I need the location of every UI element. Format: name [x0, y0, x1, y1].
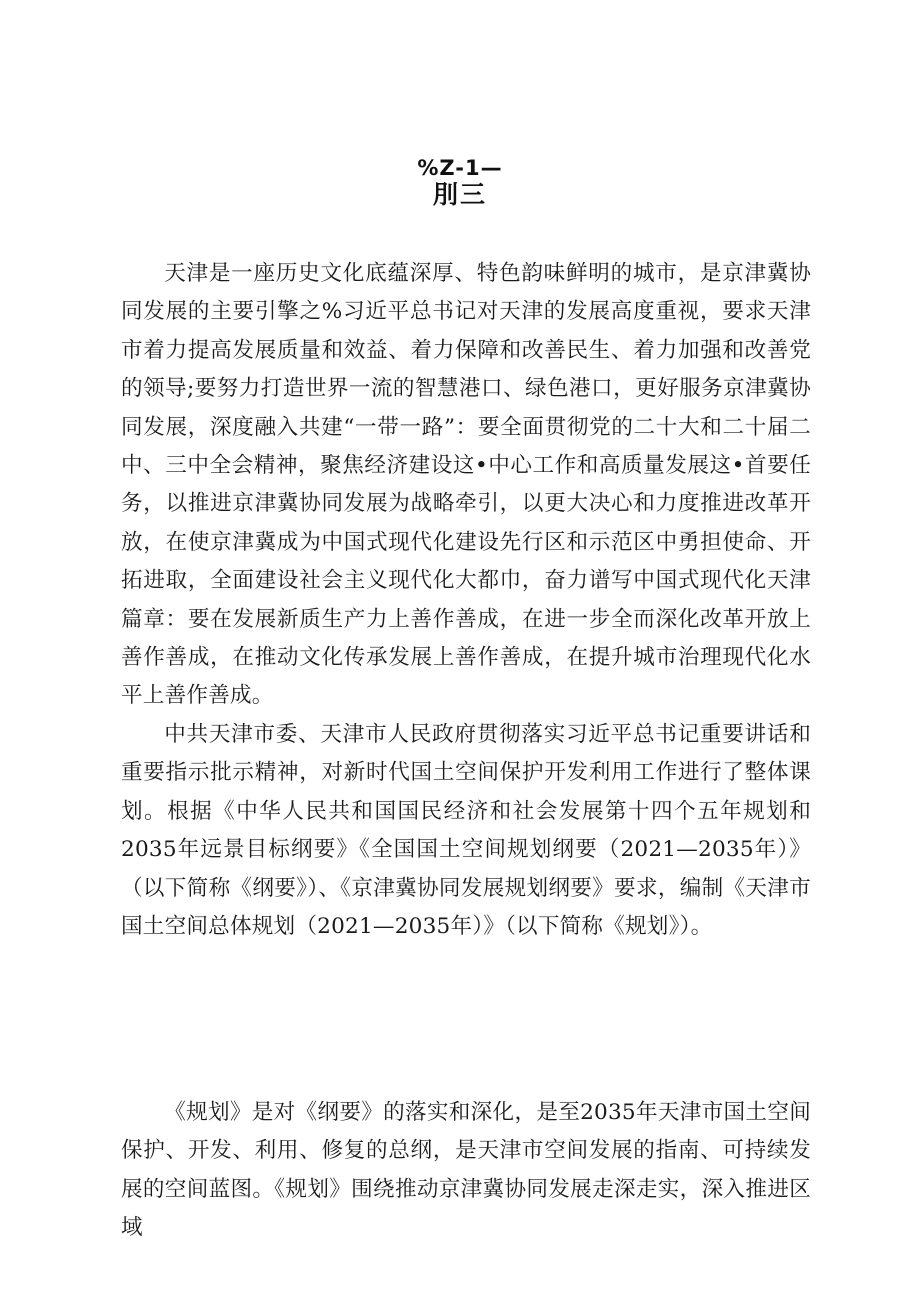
paragraph: 中共天津市委、天津市人民政府贯彻落实习近平总书记重要讲话和重要指示批示精神，对新时代国土空间保护开发利用工作进行了整体课划。根据《中华人民共和国国民经济和社会发展第十四个五年规划和2035年远景目标纲要》《全国国土空间规划纲要（2021—2035年）》（以下简称《纲要》）、《京津冀协同发展规划纲要》要求，编制《天津市国土空间总体规划（2021—2035年）》（以下简称《规划》）。: [121, 721, 811, 939]
paragraph: 天津是一座历史文化底蕴深厚、特色韵味鲜明的城市，是京津冀协同发展的主要引擎之%习近平总书记对天津的发展高度重视，要求天津市着力提高发展质量和效益、着力保障和改善民生、着力加强和改善党的领导;要努力打造世界一流的智慧港口、绿色港口，更好服务京津冀协同发展，深度融入共建“一带一路”：要全面贯彻党的二十大和二十届二中、三中全会精神，聚焦经济建设这•中心工作和高质量发展这•首要任务，以推进京津冀协同发展为战略牵引，以更大决心和力度推进改革开放，在使京津冀成为中国式现代化建设先行区和示范区中勇担使命、开拓进取，全面建设社会主义现代化大都巾，奋力谱写中国式现代化天津篇章：要在发展新质生产力上善作善成，在进一步全而深化改革开放上善作善成，在推动文化传承发展上善作善成，在提升城市治理现代化水平上善作善成。: [121, 261, 811, 709]
body-text-block: [121, 1094, 811, 1248]
heading-mark: %Z-1—: [417, 156, 503, 180]
body-text-block: [121, 255, 811, 946]
paragraph: 《规划》是对《纲要》的落实和深化，是至2035年天津市国土空间保护、开发、利用、修复的总纲，是天津市空间发展的指南、可持续发展的空间蓝图。《规划》围绕推动京津冀协同发展走深走实，深入推进区域: [121, 1100, 811, 1241]
page-title: 刖三: [432, 180, 487, 209]
